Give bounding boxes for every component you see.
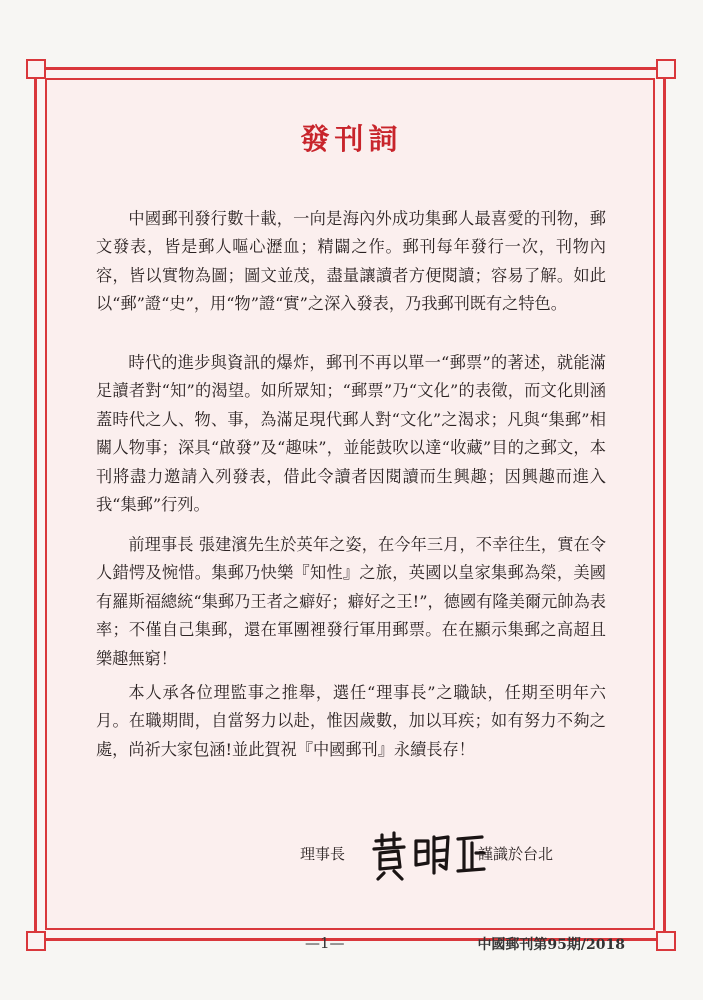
corner-ornament-top-right — [656, 59, 676, 79]
journal-issue: 中國郵刊第95期/2018 — [477, 937, 625, 953]
paragraph-3: 前理事長 張建濱先生於英年之姿，在今年三月，不幸往生，實在令人錯愕及惋惜。集郵乃快樂『知性』之旅，英國以皇家集郵為榮，美國有羅斯福總統“集郵乃王者之癖好；癖好之王!”，德國有隆美爾元帥為表率；不僅自己集郵，還在軍團裡發行軍用郵票。在在顯示集郵之高超且樂趣無窮！ — [96, 535, 606, 668]
corner-ornament-bottom-left — [26, 931, 46, 951]
page-title: 發刊詞 — [300, 122, 403, 156]
paragraph-1: 中國郵刊發行數十載，一向是海內外成功集郵人最喜愛的刊物，郵文發表，皆是郵人嘔心瀝血；精闢之作。郵刊每年發行一次，刊物內容，皆以實物為圖；圖文並茂，盡量讓讀者方便閱讀；容易了解。如此以“郵”證“史”，用“物”證“實”之深入發表，乃我郵刊既有之特色。 — [96, 209, 606, 314]
corner-ornament-top-left — [26, 59, 46, 79]
paragraph-4: 本人承各位理監事之推舉，選任“理事長”之職缺，任期至明年六月。在職期間，自當努力以赴，惟因歲數，加以耳疾；如有努力不夠之處，尚祈大家包涵!並此賀祝『中國郵刊』永續長存！ — [96, 683, 606, 759]
signature-title: 理事長 — [300, 845, 346, 863]
handwritten-signature — [368, 829, 488, 881]
signature-place: 謹識於台北 — [478, 845, 554, 863]
paragraph-2: 時代的進步與資訊的爆炸，郵刊不再以單一“郵票”的著述，就能滿足讀者對“知”的渴望。如所眾知；“郵票”乃“文化”的表徵，而文化則涵蓋時代之人、物、事，為滿足現代郵人對“文化”之渴求；凡與“集郵”相關人物事；深具“啟發”及“趣味”，並能鼓吹以達“收藏”目的之郵文，本刊將盡力邀請入列發表，借此令讀者因閱讀而生興趣；因興趣而進入我“集郵”行列。 — [96, 353, 606, 515]
signature-block — [300, 835, 590, 875]
page-number: —1— — [305, 934, 345, 952]
corner-ornament-bottom-right — [656, 931, 676, 951]
